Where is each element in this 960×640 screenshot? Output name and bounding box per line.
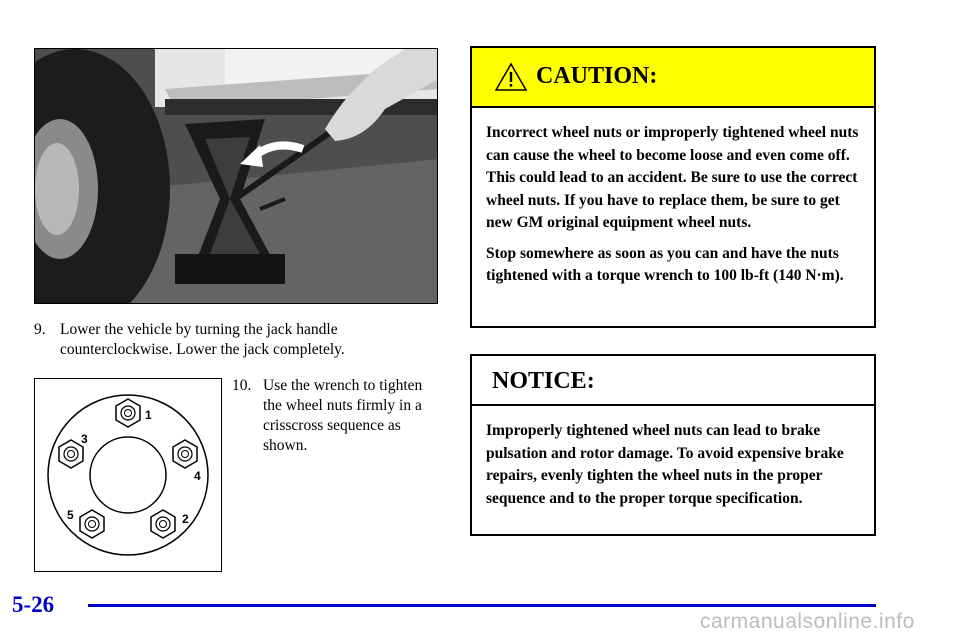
warning-triangle-icon — [494, 62, 528, 92]
lug-nut-4 — [173, 440, 197, 468]
notice-title: NOTICE: — [492, 368, 595, 394]
step-9-number: 9. — [34, 321, 46, 338]
footer-rule — [88, 604, 876, 607]
notice-header — [472, 356, 874, 406]
label-2: 2 — [182, 512, 189, 526]
watermark: carmanualsonline.info — [700, 610, 915, 633]
lug-nut-2 — [151, 510, 175, 538]
label-3: 3 — [81, 432, 88, 446]
label-4: 4 — [194, 469, 201, 483]
lug-nut-5 — [80, 510, 104, 538]
caution-paragraph-1: Incorrect wheel nuts or improperly tightened wheel nuts can cause the wheel to become loose and even come off. This could lead to an accident. Be sure to use the correct wheel nuts. If you have to replace them, be sure to get new GM original equipment wheel nuts. — [486, 124, 859, 231]
step-10-text: Use the wrench to tighten the wheel nuts firmly in a crisscross sequence as shown. — [263, 377, 423, 454]
jack-photo — [34, 48, 438, 304]
notice-box — [470, 354, 876, 536]
caution-paragraph-2: Stop somewhere as soon as you can and have the nuts tightened with a torque wrench to 100 lb-ft (140 N·m). — [486, 244, 844, 284]
step-10 — [232, 376, 432, 456]
step-9 — [34, 320, 434, 360]
label-5: 5 — [67, 508, 74, 522]
caution-body — [472, 108, 874, 288]
label-1: 1 — [145, 408, 152, 422]
notice-body — [472, 406, 874, 510]
lug-nut-3 — [59, 440, 83, 468]
step-9-text: Lower the vehicle by turning the jack handle counterclockwise. Lower the jack completely. — [60, 321, 345, 358]
lug-nut-1 — [116, 399, 140, 427]
page-number: 5-26 — [12, 592, 55, 617]
caution-title: CAUTION: — [536, 63, 658, 89]
step-10-number: 10. — [232, 377, 252, 394]
caution-header — [472, 48, 874, 108]
notice-text: Improperly tightened wheel nuts can lead to brake pulsation and rotor damage. To avoid expensive brake repairs, evenly tighten the wheel nuts in the proper sequence and to the proper torque specification. — [486, 422, 844, 507]
lug-nut-sequence-diagram — [34, 378, 222, 572]
caution-box — [470, 46, 876, 328]
